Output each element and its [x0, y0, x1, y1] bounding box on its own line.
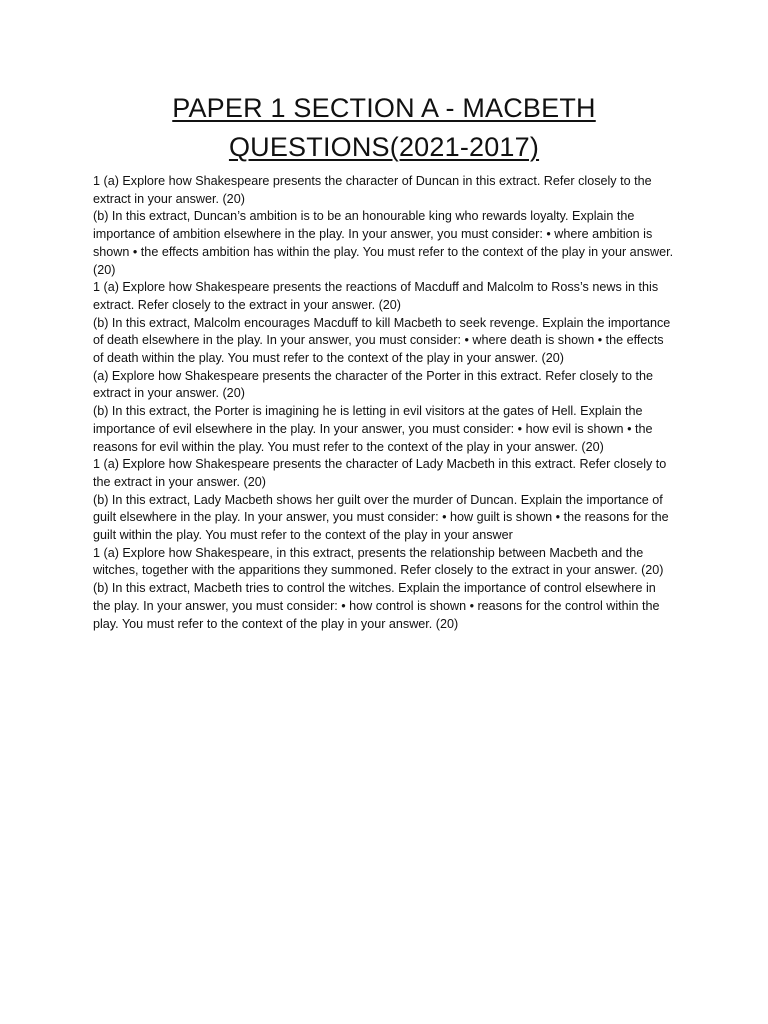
question-3-part-b: (b) In this extract, the Porter is imagining he is letting in evil visitors at the gates of Hell. Explain the importance of evil elsewhere in the play. In your answer, you must consider: • how evil is shown • the reasons for evil within the play. You must refer to the context of the play in your answer. (20) [93, 404, 653, 454]
question-1-part-b: (b) In this extract, Duncan’s ambition is to be an honourable king who rewards loyalty. Explain the importance of ambition elsewhere in the play. In your answer, you must consider: • where ambition is shown • the effects ambition has within the play. You must refer to the context of the play in your answer. (20) [93, 209, 674, 277]
question-3-part-a: (a) Explore how Shakespeare presents the character of the Porter in this extract. Refer closely to the extract in your answer. (20) [93, 368, 653, 401]
question-4-part-b: (b) In this extract, Lady Macbeth shows her guilt over the murder of Duncan. Explain the importance of guilt elsewhere in the play. In your answer, you must consider: • how guilt is shown • the reasons for the guilt within the play. You must refer to the context of the play in your answer [93, 492, 669, 543]
question-4-part-a: 1 (a) Explore how Shakespeare presents the character of Lady Macbeth in this extract. Refer closely to the extract in your answer. (20) [93, 457, 667, 489]
page-title [0, 89, 768, 167]
question-1-part-a: 1 (a) Explore how Shakespeare presents the character of Duncan in this extract. Refer closely to the extract in your answer. (20) [93, 174, 652, 206]
questions-list [93, 173, 675, 633]
question-2-part-a: 1 (a) Explore how Shakespeare presents the reactions of Macduff and Malcolm to Ross’s news in this extract. Refer closely to the extract in your answer. (20) [93, 280, 659, 312]
title-line-2: QUESTIONS(2021-2017) [228, 132, 540, 162]
question-2-part-b: (b) In this extract, Malcolm encourages Macduff to kill Macbeth to seek revenge. Explain the importance of death elsewhere in the play. In your answer, you must consider: • where death is shown • the effects of death within the play. You must refer to the context of the play in your answer. (20) [93, 315, 671, 366]
question-5-part-b: (b) In this extract, Macbeth tries to control the witches. Explain the importance of control elsewhere in the play. In your answer, you must consider: • how control is shown • reasons for the control within the play. You must refer to the context of the play in your answer. (20) [93, 581, 660, 631]
title-line-1: PAPER 1 SECTION A - MACBETH [172, 93, 596, 123]
question-5-part-a: 1 (a) Explore how Shakespeare, in this extract, presents the relationship between Macbeth and the witches, together with the apparitions they summoned. Refer closely to the extract in your answer. (20) [93, 545, 664, 578]
